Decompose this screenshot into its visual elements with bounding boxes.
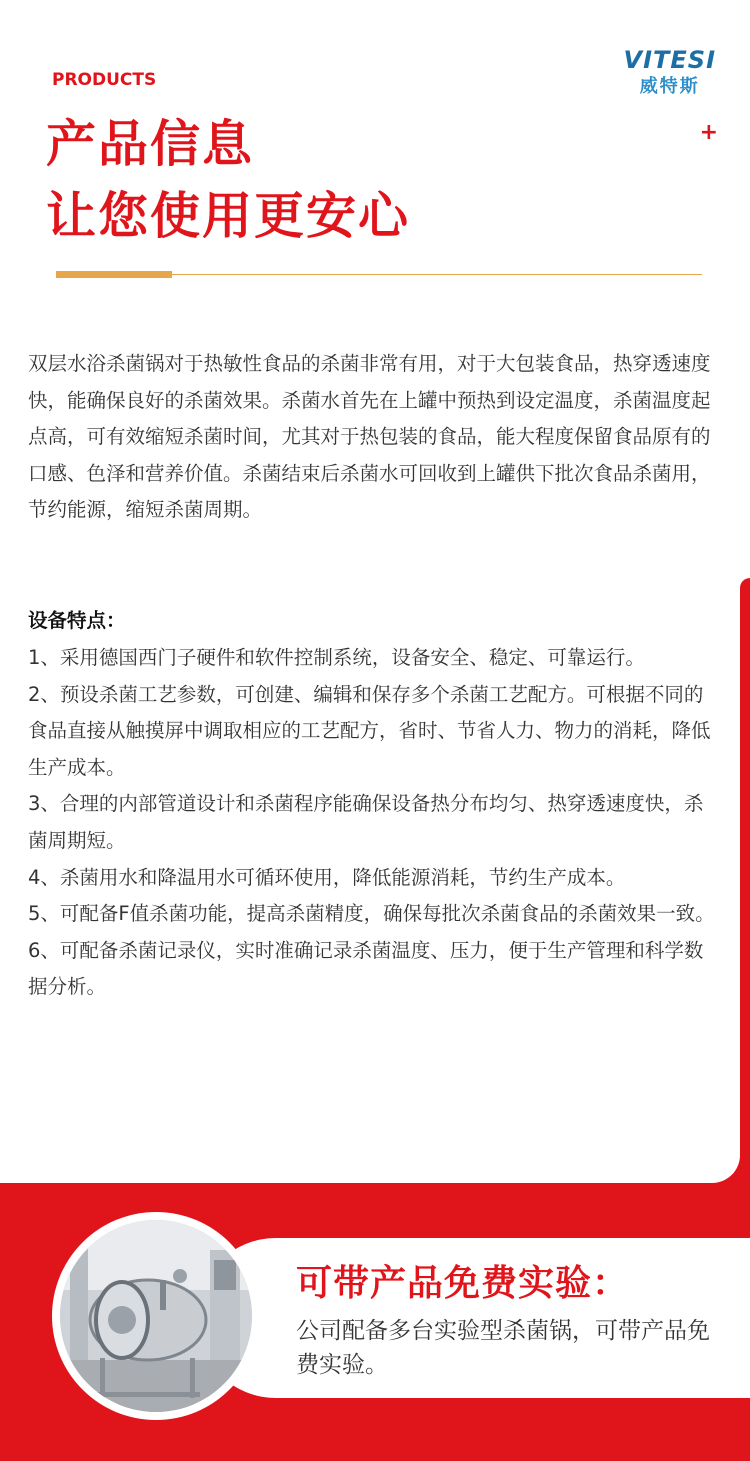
cta-text: 公司配备多台实验型杀菌锅，可带产品免费实验。: [296, 1318, 710, 1378]
feature-item: 4、杀菌用水和降温用水可循环使用，降低能源消耗，节约生产成本。: [28, 865, 626, 889]
feature-item: 1、采用德国西门子硬件和软件控制系统，设备安全、稳定、可靠运行。: [28, 646, 645, 669]
feature-item: 5、可配备F值杀菌功能，提高杀菌精度，确保每批次杀菌食品的杀菌效果一致。: [28, 902, 715, 926]
feature-item: 3、合理的内部管道设计和杀菌程序能确保设备热分布均匀、热穿透速度快，杀菌周期短。: [28, 792, 704, 852]
side-red-accent: [740, 578, 750, 1178]
features-list: [28, 640, 722, 1006]
brand-logo: [624, 46, 716, 98]
feature-item: 2、预设杀菌工艺参数，可创建、编辑和保存多个杀菌工艺配方。可根据不同的食品直接从触摸屏中调取相应的工艺配方，省时、节省人力、物力的消耗，降低生产成本。: [28, 682, 711, 779]
plus-icon: +: [699, 120, 718, 145]
products-label: PRODUCTS: [52, 70, 157, 90]
feature-item: 6、可配备杀菌记录仪，实时准确记录杀菌温度、压力，便于生产管理和科学数据分析。: [28, 938, 704, 999]
logo-text-en: VITESI: [623, 46, 716, 74]
divider-accent: [56, 271, 172, 278]
logo-text-cn: 威特斯: [639, 76, 700, 97]
equipment-photo: [60, 1220, 252, 1412]
features-heading: 设备特点：: [28, 609, 126, 632]
intro-paragraph: 双层水浴杀菌锅对于热敏性食品的杀菌非常有用，对于大包装食品，热穿透速度快，能确保良好的杀菌效果。杀菌水首先在上罐中预热到设定温度，杀菌温度起点高，可有效缩短杀菌时间，尤其对于热包装的食品，能大程度保留食品原有的口感、色泽和营养价值。杀菌结束后杀菌水可回收到上罐供下批次食品杀菌用，节约能源，缩短杀菌周期。: [28, 352, 711, 522]
page-title-line2: 让您使用更安心: [46, 187, 410, 245]
cta-title: 可带产品免费实验：: [296, 1263, 630, 1304]
page-title-line1: 产品信息: [46, 115, 254, 173]
